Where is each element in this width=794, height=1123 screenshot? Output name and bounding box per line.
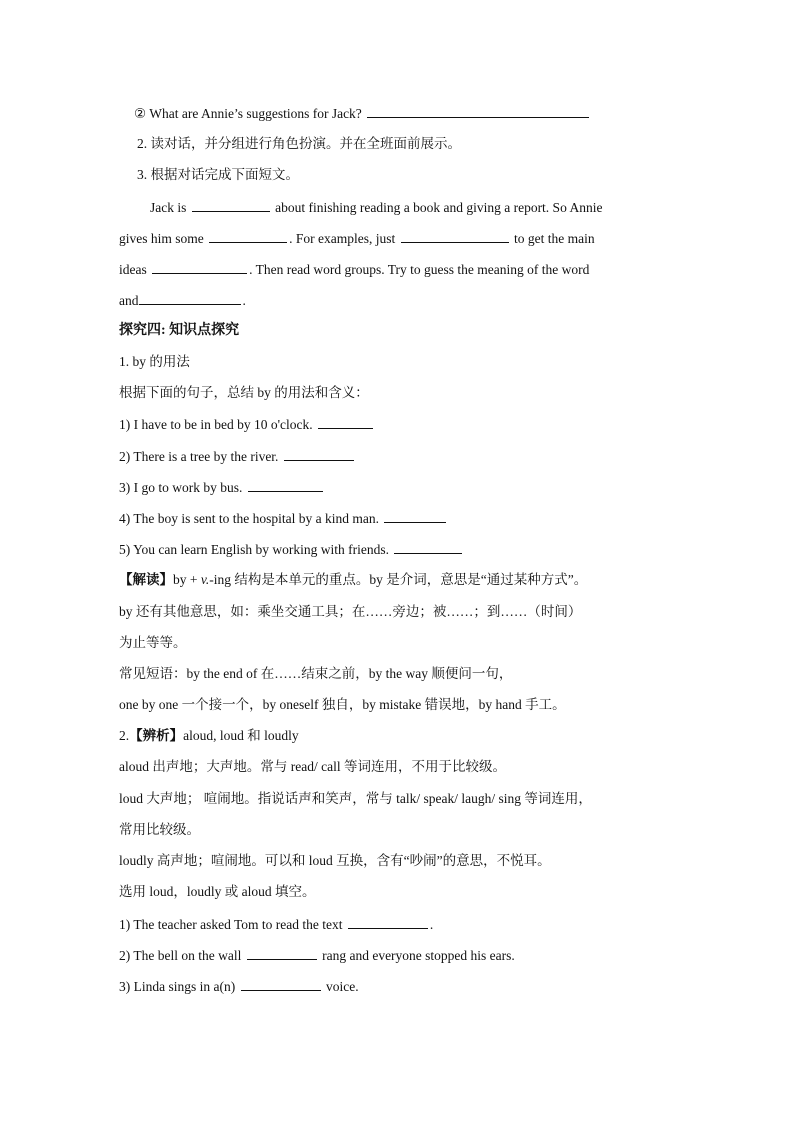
sentence-text: 1) I have to be in bed by 10 o'clock. <box>119 417 313 432</box>
loudly-def: loudly 高声地；喧闹地。可以和 loud 互换，含有“吵闹”的意思，不悦耳。 <box>119 853 551 868</box>
fill-2 <box>119 945 515 966</box>
sentence-5 <box>119 539 464 560</box>
passage-text: ideas <box>119 262 147 277</box>
passage-line-2 <box>119 228 595 249</box>
fill-text: voice. <box>325 979 359 994</box>
point-2-words: aloud, loud 和 loudly <box>183 728 299 743</box>
sentence-1 <box>119 414 375 435</box>
task-2: 2. 读对话，并分组进行角色扮演。并在全班面前展示。 <box>137 136 461 151</box>
explain-text: by + <box>173 572 201 587</box>
sentence-text: 2) There is a tree by the river. <box>119 449 279 464</box>
answer-blank <box>247 945 317 960</box>
passage-line-4 <box>119 290 246 311</box>
answer-blank <box>384 508 446 523</box>
loud-def-2: 常用比较级。 <box>119 822 200 837</box>
answer-blank <box>209 228 287 243</box>
passage-line-1 <box>150 197 602 218</box>
sentence-3 <box>119 477 325 498</box>
answer-blank <box>241 976 321 991</box>
explain-text: -ing 结构是本单元的重点。by 是介词，意思是“通过某种方式”。 <box>209 572 588 587</box>
passage-text: . <box>242 293 246 308</box>
phrases-line-1: 常见短语：by the end of 在……结束之前，by the way 顺便问一句， <box>119 666 513 681</box>
answer-blank <box>401 228 509 243</box>
phrases-line-2: one by one 一个接一个，by oneself 独自，by mistake 错误地，by hand 手工。 <box>119 697 566 712</box>
fill-text: 3) Linda sings in a(n) <box>119 979 236 994</box>
explain-line-1 <box>119 570 587 590</box>
answer-blank <box>367 103 589 118</box>
explain-line-3: 为止等等。 <box>119 635 187 650</box>
answer-blank <box>139 290 241 305</box>
answer-blank <box>318 414 373 429</box>
point-2-number: 2. <box>119 728 130 743</box>
explain-text: v. <box>200 572 210 587</box>
aloud-def: aloud 出声地；大声地。常与 read/ call 等词连用，不用于比较级。 <box>119 759 506 774</box>
answer-blank <box>248 477 323 492</box>
fill-3 <box>119 976 359 997</box>
answer-blank <box>348 914 428 929</box>
passage-text: gives him some <box>119 231 204 246</box>
passage-text: and <box>119 293 139 308</box>
sentence-4 <box>119 508 448 529</box>
point-2-title <box>119 726 299 746</box>
answer-blank <box>284 446 354 461</box>
task-3: 3. 根据对话完成下面短文。 <box>137 167 299 182</box>
sentence-text: 4) The boy is sent to the hospital by a kind man. <box>119 511 379 526</box>
fill-text: 1) The teacher asked Tom to read the text <box>119 917 343 932</box>
sentence-text: 5) You can learn English by working with friends. <box>119 542 389 557</box>
passage-text: . Then read word groups. Try to guess the meaning of the word <box>249 262 590 277</box>
sentence-2 <box>119 446 356 467</box>
point-1-title: 1. by 的用法 <box>119 354 190 369</box>
loud-def-1: loud 大声地； 喧闹地。指说话声和笑声，常与 talk/ speak/ laugh/ sing 等词连用， <box>119 791 592 806</box>
fill-text: . <box>429 917 434 932</box>
explain-tag: 【解读】 <box>119 572 173 587</box>
explain-line-2: by 还有其他意思，如：乘坐交通工具；在……旁边；被……；到……（时间） <box>119 604 582 619</box>
fill-1 <box>119 914 433 935</box>
passage-text: Jack is <box>150 200 187 215</box>
passage-line-3 <box>119 259 589 280</box>
choose-instruction: 选用 loud，loudly 或 aloud 填空。 <box>119 884 316 899</box>
question-2 <box>134 103 591 124</box>
answer-blank <box>152 259 247 274</box>
point-1-intro: 根据下面的句子，总结 by 的用法和含义： <box>119 385 369 400</box>
passage-text: about finishing reading a book and giving a report. So Annie <box>275 200 603 215</box>
passage-text: . For examples, just <box>289 231 396 246</box>
question-2-text: ② What are Annie’s suggestions for Jack? <box>134 106 362 121</box>
section-heading: 探究四: 知识点探究 <box>119 323 240 338</box>
answer-blank <box>394 539 462 554</box>
fill-text: rang and everyone stopped his ears. <box>322 948 515 963</box>
answer-blank <box>192 197 270 212</box>
point-2-tag: 【辨析】 <box>129 728 184 743</box>
sentence-text: 3) I go to work by bus. <box>119 480 243 495</box>
fill-text: 2) The bell on the wall <box>119 948 242 963</box>
passage-text: to get the main <box>514 231 595 246</box>
